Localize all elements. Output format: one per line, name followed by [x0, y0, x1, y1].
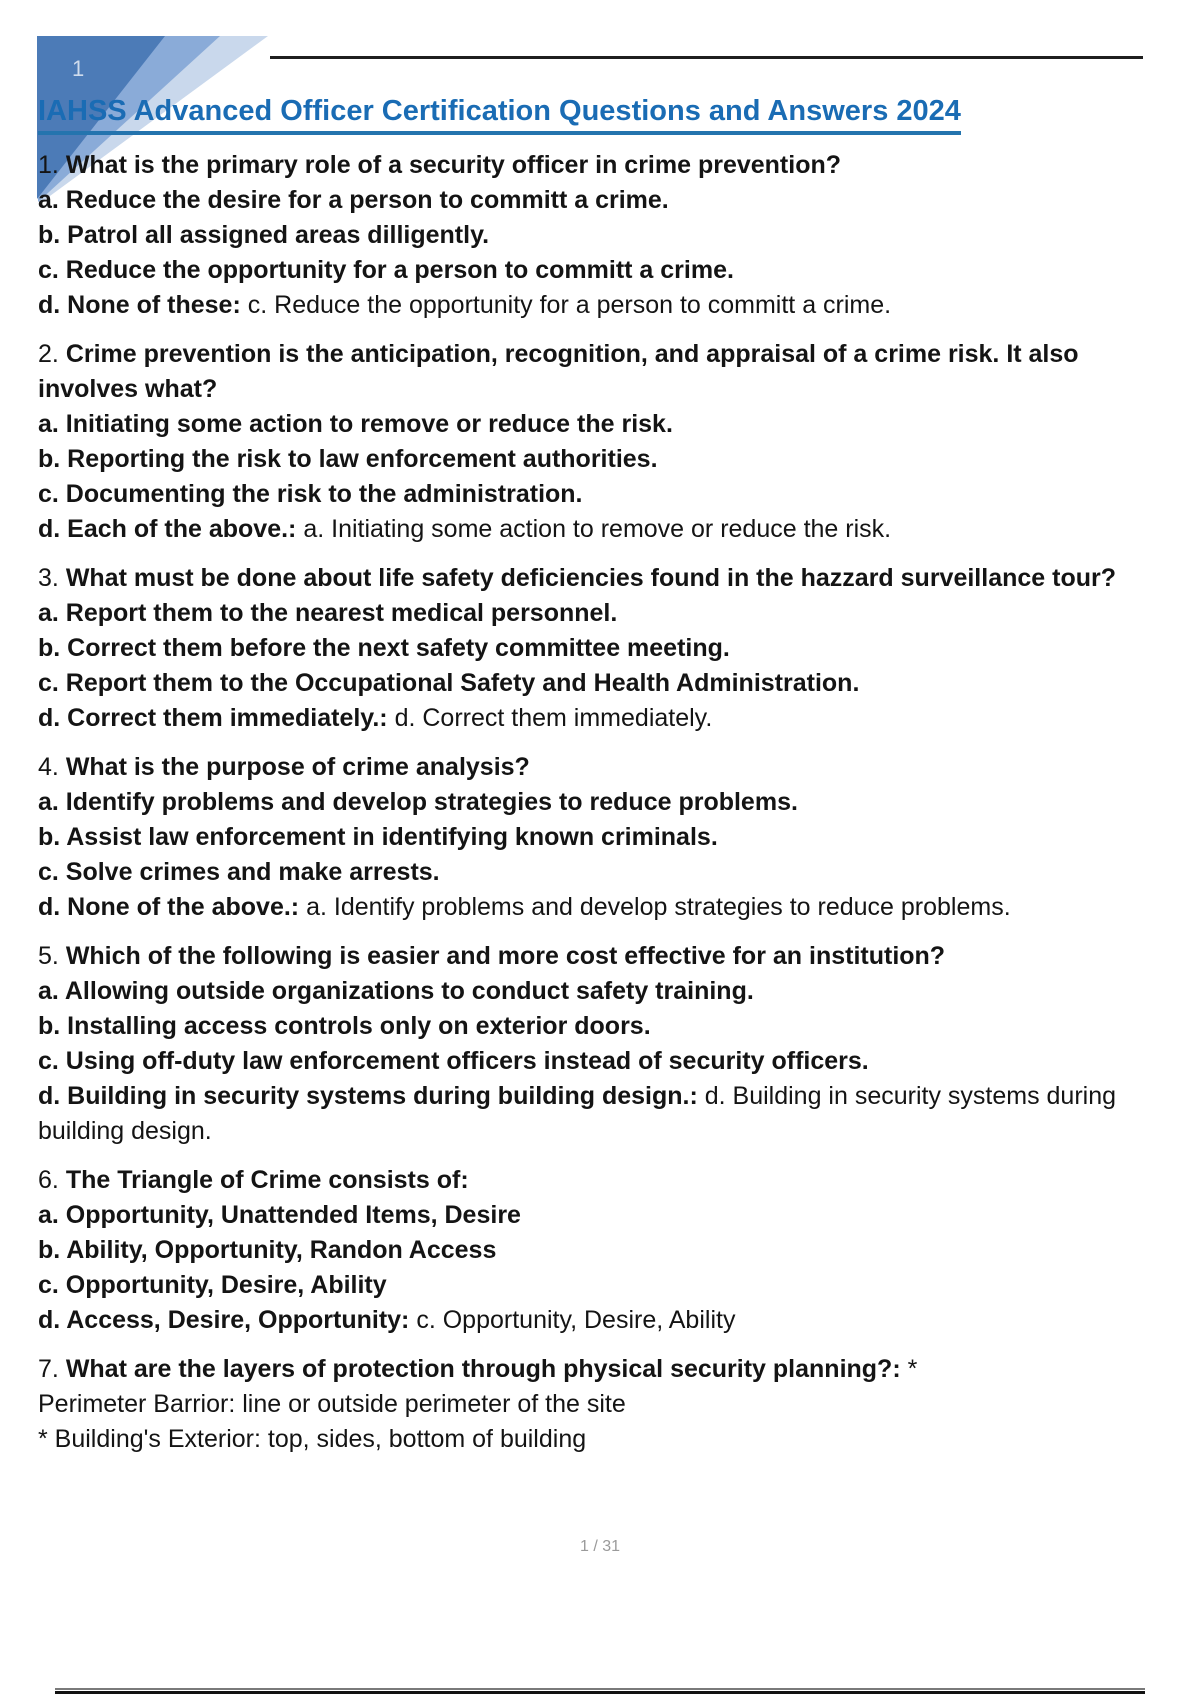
option-b: b. Ability, Opportunity, Randon Access — [38, 1236, 497, 1264]
question-block-1 — [38, 148, 1123, 323]
answer-text: d. Building in security systems during building design. — [38, 1082, 1117, 1145]
question-text: What must be done about life safety deficiencies found in the hazzard surveillance tour? — [65, 564, 1116, 592]
answer-line-2: * Building's Exterior: top, sides, bottom of building — [38, 1425, 587, 1453]
question-block-3 — [38, 561, 1123, 736]
footer-rule-thick — [55, 1691, 1145, 1694]
question-block-4 — [38, 750, 1123, 925]
option-a: a. Opportunity, Unattended Items, Desire — [38, 1201, 521, 1229]
page-title: IAHSS Advanced Officer Certification Questions and Answers 2024 — [38, 94, 961, 135]
question-text: What is the purpose of crime analysis? — [65, 753, 530, 781]
option-b: b. Correct them before the next safety committee meeting. — [38, 634, 730, 662]
answer-label: d. Access, Desire, Opportunity: — [38, 1306, 410, 1334]
answer-label: d. Building in security systems during building design.: — [38, 1082, 698, 1110]
answer-text: a. Initiating some action to remove or reduce the risk. — [303, 515, 892, 543]
option-c: c. Reduce the opportunity for a person to committ a crime. — [38, 256, 734, 284]
option-c: c. Using off-duty law enforcement officers instead of security officers. — [38, 1047, 869, 1075]
answer-text: d. Correct them immediately. — [394, 704, 713, 732]
answer-text: c. Opportunity, Desire, Ability — [416, 1306, 736, 1334]
answer-line-1: Perimeter Barrior: line or outside perimeter of the site — [38, 1390, 626, 1418]
answer-label: d. None of these: — [38, 291, 241, 319]
question-text: What are the layers of protection through physical security planning?: — [65, 1355, 901, 1383]
question-block-7 — [38, 1352, 1123, 1457]
answer-label: d. None of the above.: — [38, 893, 300, 921]
footer-rule — [55, 1688, 1145, 1694]
question-number: 2. — [38, 340, 59, 368]
answer-text: a. Identify problems and develop strategies to reduce problems. — [306, 893, 1011, 921]
question-number: 1. — [38, 151, 59, 179]
option-c: c. Opportunity, Desire, Ability — [38, 1271, 387, 1299]
option-a: a. Initiating some action to remove or reduce the risk. — [38, 410, 673, 438]
question-number: 5. — [38, 942, 59, 970]
question-suffix: * — [907, 1355, 918, 1383]
question-number: 4. — [38, 753, 59, 781]
corner-page-label: 1 — [72, 56, 85, 81]
question-number: 6. — [38, 1166, 59, 1194]
question-block-5 — [38, 939, 1123, 1149]
footer-rule-thin — [55, 1688, 1145, 1690]
question-block-6 — [38, 1163, 1123, 1338]
option-a: a. Reduce the desire for a person to committ a crime. — [38, 186, 669, 214]
question-block-2 — [38, 337, 1123, 547]
question-text: What is the primary role of a security officer in crime prevention? — [65, 151, 842, 179]
question-text: The Triangle of Crime consists of: — [65, 1166, 469, 1194]
option-b: b. Patrol all assigned areas dilligently. — [38, 221, 490, 249]
question-text: Which of the following is easier and more cost effective for an institution? — [65, 942, 946, 970]
document-body — [38, 94, 1123, 1471]
option-c: c. Documenting the risk to the administration. — [38, 480, 583, 508]
option-b: b. Reporting the risk to law enforcement authorities. — [38, 445, 658, 473]
option-b: b. Installing access controls only on exterior doors. — [38, 1012, 651, 1040]
option-c: c. Solve crimes and make arrests. — [38, 858, 440, 886]
question-text: Crime prevention is the anticipation, recognition, and appraisal of a crime risk. It also involves what? — [38, 340, 1079, 403]
question-number: 3. — [38, 564, 59, 592]
option-a: a. Identify problems and develop strategies to reduce problems. — [38, 788, 798, 816]
answer-text: c. Reduce the opportunity for a person to committ a crime. — [247, 291, 892, 319]
answer-label: d. Each of the above.: — [38, 515, 297, 543]
option-a: a. Allowing outside organizations to conduct safety training. — [38, 977, 754, 1005]
option-b: b. Assist law enforcement in identifying known criminals. — [38, 823, 718, 851]
option-c: c. Report them to the Occupational Safety and Health Administration. — [38, 669, 860, 697]
header-rule — [270, 56, 1143, 59]
option-a: a. Report them to the nearest medical personnel. — [38, 599, 618, 627]
question-number: 7. — [38, 1355, 59, 1383]
answer-label: d. Correct them immediately.: — [38, 704, 388, 732]
page-number: 1 / 31 — [579, 1538, 621, 1555]
